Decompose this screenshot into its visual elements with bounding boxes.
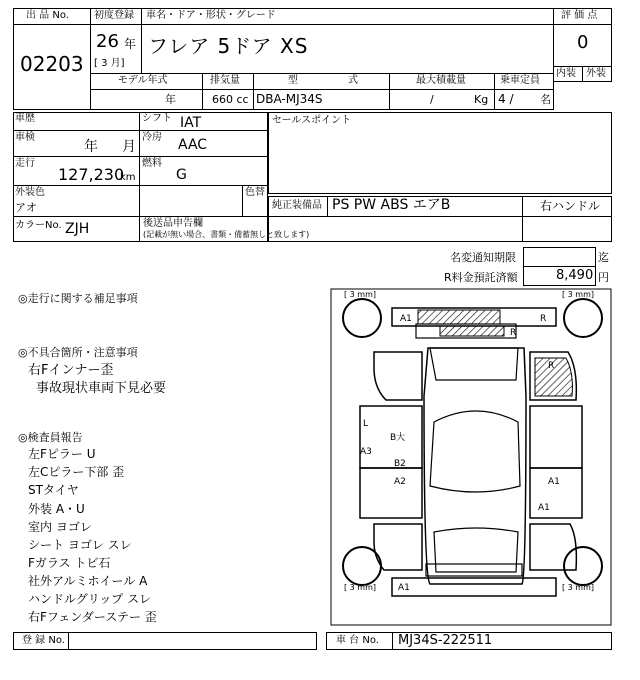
- recycle-unit: 円: [598, 271, 609, 284]
- inspector-line: 左Fピラー U: [28, 447, 96, 461]
- damage-mark: A1: [400, 314, 412, 324]
- left-rear-door: [360, 468, 422, 518]
- max-load-unit: Kg: [474, 93, 489, 106]
- fuel-value: G: [176, 167, 187, 183]
- displacement-label: 排気量: [210, 75, 240, 86]
- lot-number: 02203: [20, 52, 84, 76]
- damage-mark: A2: [394, 477, 406, 487]
- damage-mark: R: [510, 328, 517, 338]
- handle-value: 右ハンドル: [540, 199, 601, 213]
- shift-value: IAT: [180, 115, 202, 131]
- name-change-label: 名変通知期限: [450, 251, 516, 264]
- damage-mark: A1: [548, 477, 560, 487]
- inspector-line: STタイヤ: [28, 483, 79, 497]
- model-year-unit: 年: [165, 93, 176, 106]
- chassis-label: 車 台 No.: [336, 635, 379, 646]
- damage-mark: R: [548, 361, 555, 371]
- first-reg-label: 初度登録: [94, 10, 134, 21]
- first-reg-year-unit: 年: [124, 37, 137, 51]
- recycle-label: R料金預託済額: [444, 271, 518, 284]
- tire-label: [ 3 mm]: [344, 583, 377, 592]
- max-load-value: /: [430, 93, 434, 106]
- displacement-value: 660 cc: [212, 93, 249, 106]
- mileage-value: 127,230: [58, 165, 125, 184]
- tire-label: [ 3 mm]: [344, 290, 377, 299]
- car-name: フレア 5ドア XS: [148, 34, 309, 58]
- inspection-year-unit: 年: [84, 139, 98, 155]
- color-no-label: カラーNo.: [15, 220, 62, 231]
- car-body: [424, 348, 526, 584]
- damage-mark: A1: [398, 583, 410, 593]
- inspector-line: 社外アルミホイール A: [28, 574, 148, 588]
- damage-mark: A1: [538, 503, 550, 513]
- model-year-label: モデル年式: [118, 75, 168, 86]
- interior-label: 内装: [556, 68, 576, 79]
- rear-bumper: [392, 578, 556, 596]
- inspector-line: シート ヨゴレ スレ: [28, 538, 132, 552]
- aftermarket-note: (記載が無い場合、書類・備蓄無しと致します): [143, 230, 310, 239]
- first-reg-year: 26: [96, 31, 119, 52]
- damage-mark: L: [363, 419, 369, 429]
- chassis-value: MJ34S-222511: [398, 633, 493, 648]
- shift-label: シフト: [142, 113, 172, 124]
- lot-label: 出 品 No.: [26, 10, 69, 21]
- damage-mark: A3: [360, 447, 372, 457]
- defect-line: 事故現状車両下見必要: [36, 381, 167, 396]
- exterior-color-value: アオ: [15, 201, 37, 214]
- type-value: DBA-MJ34S: [256, 92, 323, 106]
- inspection-label: 車検: [15, 132, 35, 143]
- exterior-color-label: 外装色: [15, 187, 45, 198]
- defect-line: 右Fインナー歪: [28, 363, 114, 378]
- name-change-unit: 迄: [598, 251, 609, 264]
- driving-remarks-title: ◎走行に関する補足事項: [18, 292, 138, 305]
- inspector-line: 室内 ヨゴレ: [28, 520, 92, 534]
- mileage-label: 走行: [15, 158, 35, 169]
- inspector-report-title: ◎検査員報告: [18, 431, 83, 444]
- fuel-label: 燃料: [142, 158, 162, 169]
- inspection-month-unit: 月: [122, 139, 136, 155]
- name-change-box: [523, 247, 596, 267]
- type-label-2: 式: [348, 75, 358, 86]
- tire-label: [ 3 mm]: [562, 290, 595, 299]
- history-label: 車歴: [15, 113, 35, 124]
- inspector-line: 右Fフェンダーステー 歪: [28, 610, 157, 624]
- first-reg-month: [ 3 月]: [94, 58, 125, 69]
- equipment-value: PS PW ABS エアB: [332, 197, 451, 213]
- damage-mark: B2: [394, 459, 406, 469]
- score-value: 0: [577, 32, 589, 53]
- rear-right-tire: [564, 547, 602, 585]
- damage-mark: R: [540, 314, 547, 324]
- mileage-unit: km: [120, 172, 136, 183]
- front-left-tire: [343, 299, 381, 337]
- inspector-line: 外装 A・U: [28, 502, 85, 516]
- front-right-tire: [564, 299, 602, 337]
- capacity-label: 乗車定員: [500, 75, 540, 86]
- type-label: 型: [288, 75, 298, 86]
- defect-remarks-title: ◎不具合箇所・注意事項: [18, 346, 138, 359]
- inspector-line: ハンドルグリップ スレ: [28, 592, 152, 606]
- recycle-value: 8,490: [556, 268, 594, 283]
- sales-point-label: セールスポイント: [272, 115, 352, 126]
- tire-label: [ 3 mm]: [562, 583, 595, 592]
- registration-label: 登 録 No.: [22, 635, 65, 646]
- inspector-line: 左Cピラー下部 歪: [28, 465, 125, 479]
- color-no-value: ZJH: [65, 221, 90, 237]
- exterior-label: 外装: [586, 68, 606, 79]
- equipment-label: 純正装備品: [272, 200, 322, 211]
- recolor-label: 色替: [245, 187, 265, 198]
- damage-mark: B大: [390, 433, 406, 443]
- right-front-door: [530, 406, 582, 468]
- car-damage-diagram: [330, 288, 612, 626]
- capacity-value: 4 /: [498, 92, 514, 106]
- front-bumper-damage: [418, 310, 500, 324]
- ac-value: AAC: [178, 137, 208, 153]
- inspector-line: Fガラス トビ石: [28, 556, 111, 570]
- aftermarket-label: 後送品申告欄: [143, 218, 203, 229]
- capacity-unit: 名: [540, 93, 551, 106]
- score-label: 評 価 点: [561, 10, 598, 21]
- ac-label: 冷房: [142, 132, 162, 143]
- max-load-label: 最大積載量: [416, 75, 466, 86]
- car-name-label: 車名・ドア・形状・グレード: [146, 10, 276, 21]
